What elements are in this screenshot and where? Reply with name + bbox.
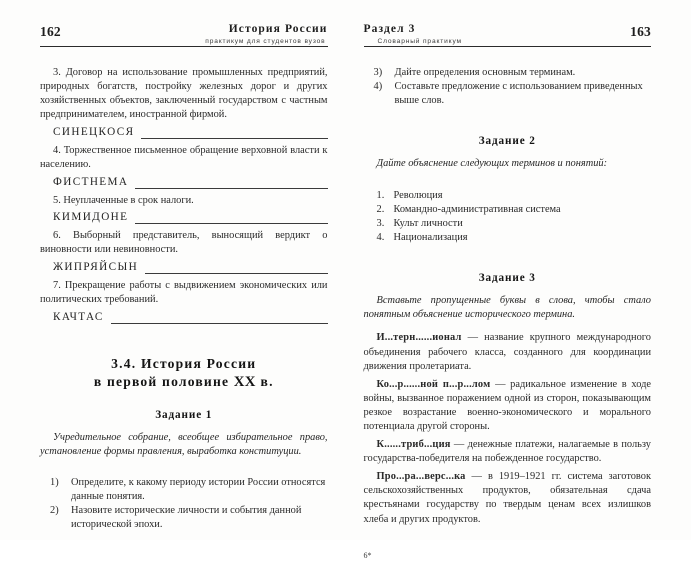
list-item-text: Дайте определения основным терминам. [395, 67, 576, 78]
term-definition: в 1919–1921 гг. система заготовок сельскохозяйственных продуктов, обязательная сдача крестьянами государству по твердым ценам всех излишков хлеба и других продуктов. [364, 471, 652, 524]
item-text: Выборный представитель, выносящий вердикт о виновности или невиновности. [40, 230, 328, 255]
scrambled-word: СИНЕЦКОСЯ [53, 126, 134, 139]
answer-blank[interactable] [145, 264, 327, 274]
list-item-marker: 3) [374, 66, 383, 80]
term-dash: — [451, 439, 468, 450]
section-heading-line2 [40, 373, 328, 391]
list-item-text: Командно-административная система [394, 204, 561, 215]
left-running-head [40, 24, 328, 66]
list-item [377, 217, 652, 231]
list-item-marker: 1) [50, 476, 59, 490]
spacer [364, 172, 652, 189]
list-item [50, 504, 328, 532]
answer-blank[interactable] [111, 314, 328, 324]
task3-intro: Вставьте пропущенные буквы в слова, чтобы стало понятным объяснение исторического термина. [364, 294, 652, 322]
list-item [377, 203, 652, 217]
term-dash: — [462, 332, 485, 343]
section-heading-line1: 3.4. История России [40, 355, 328, 373]
answer-blank[interactable] [135, 214, 327, 224]
section-heading [40, 355, 328, 391]
scrambled-word: ЖИПРЯЙСЫН [53, 261, 138, 274]
task2-intro: Дайте объяснение следующих терминов и понятий: [364, 157, 652, 171]
section-heading-line2-before: в первой половине [94, 374, 229, 389]
list-item-text: Определите, к какому периоду истории России относятся данные понятия. [71, 477, 325, 502]
spacer [40, 329, 328, 355]
list-item-marker: 3. [377, 217, 385, 231]
exercise-item [40, 194, 328, 208]
spacer [364, 245, 652, 271]
term-definition-entry [364, 378, 652, 434]
term-with-blanks: Про...ра...верс...ка [377, 471, 466, 482]
item-text: Договор на использование промышленных предприятий, природных богатств, постройку железных дорог и других хозяйственных объектов, заключенный государством с частным предпринимателем, иностранной фирмой. [40, 67, 328, 120]
list-item-marker: 4. [377, 231, 385, 245]
item-number: 4. [53, 145, 61, 156]
scrambled-word: КИМИДОНЕ [53, 211, 128, 224]
term-dash: — [490, 379, 510, 390]
answer-line[interactable] [40, 126, 328, 139]
spacer [40, 422, 328, 431]
item-number: 6. [53, 230, 61, 241]
exercise-item [40, 144, 328, 172]
running-head-rule [40, 46, 328, 47]
task-heading: Задание 1 [40, 408, 328, 422]
left-page [0, 0, 346, 540]
answer-line[interactable] [40, 261, 328, 274]
right-page-number: 163 [630, 24, 651, 40]
answer-line[interactable] [40, 211, 328, 224]
item-number: 7. [53, 280, 61, 291]
item-number: 3. [53, 67, 61, 78]
section-title: Раздел 3 [364, 23, 462, 36]
list-item-text: Революция [394, 190, 443, 201]
list-item [377, 231, 652, 245]
spacer [364, 322, 652, 331]
spacer [364, 285, 652, 294]
item-text: Торжественное письменное обращение верховной власти к населению. [40, 145, 327, 170]
list-item [374, 80, 652, 108]
answer-blank[interactable] [141, 129, 327, 139]
list-item-text: Национализация [394, 232, 468, 243]
term-definition: денежные платежи, налагаемые в пользу государства-победителя на побежденное государство. [364, 439, 652, 464]
list-item-marker: 1. [377, 189, 385, 203]
item-text: Прекращение работы с выдвижением экономических или политических требований. [40, 280, 328, 305]
term-definition-entry [364, 331, 652, 373]
section-heading-century: XX [234, 374, 256, 390]
task-question-list-continued [364, 66, 652, 108]
list-item [374, 66, 652, 80]
answer-line[interactable] [40, 176, 328, 189]
list-item-text: Назовите исторические личности и события данной исторической эпохи. [71, 505, 301, 530]
scrambled-word: ФИСТНЕМА [53, 176, 128, 189]
list-item-marker: 4) [374, 80, 383, 94]
task-question-list [40, 476, 328, 532]
list-item-marker: 2. [377, 203, 385, 217]
exercise-item [40, 229, 328, 257]
right-column [364, 66, 652, 563]
spacer [40, 459, 328, 476]
section-heading-line2-after: в. [261, 374, 274, 389]
list-item [50, 476, 328, 504]
exercise-item [40, 279, 328, 307]
list-item-text: Культ личности [394, 218, 463, 229]
left-running-head-titles [205, 23, 327, 46]
task-intro: Учредительное собрание, всеобщее избирательное право, установление формы правления, выработка конституции. [40, 431, 328, 459]
answer-blank[interactable] [135, 179, 327, 189]
list-item-text: Составьте предложение с использованием приведенных выше слов. [395, 81, 643, 106]
answer-line[interactable] [40, 311, 328, 324]
book-title: История России [205, 23, 327, 36]
term-definition: радикальное изменение в ходе войны, вызванное поражением одной из сторон, показывающим резкое возрастание военно-экономического и морального потенциала другой стороны. [364, 379, 652, 432]
term-with-blanks: Ко...р......ной п...р...лом [377, 379, 491, 390]
task2-term-list [364, 189, 652, 245]
running-head-rule [364, 46, 652, 47]
signature-mark: 6* [364, 549, 652, 563]
spacer [40, 391, 328, 408]
section-subtitle: Словарный практикум [364, 37, 462, 46]
term-with-blanks: К......триб...ция [377, 439, 451, 450]
item-number: 5. [53, 195, 61, 206]
term-definition-entry [364, 438, 652, 466]
left-column [40, 66, 328, 532]
left-page-number: 162 [40, 24, 61, 40]
book-subtitle: практикум для студентов вузов [205, 37, 327, 46]
spacer [364, 108, 652, 134]
item-text: Неуплаченные в срок налоги. [63, 195, 193, 206]
list-item [377, 189, 652, 203]
term-definition: название крупного международного объединения рабочего класса, созданного для координации движения пролетариата. [364, 332, 652, 371]
right-page [346, 0, 691, 540]
term-dash: — [466, 471, 488, 482]
list-item-marker: 2) [50, 504, 59, 518]
right-running-head [364, 24, 652, 66]
task3-heading: Задание 3 [364, 271, 652, 285]
exercise-item [40, 66, 328, 122]
term-with-blanks: И...терн......ионал [377, 332, 462, 343]
right-running-head-titles [364, 23, 462, 46]
scrambled-word: КАЧТАС [53, 311, 104, 324]
term-definition-entry [364, 470, 652, 526]
spacer [364, 148, 652, 157]
task2-heading: Задание 2 [364, 134, 652, 148]
